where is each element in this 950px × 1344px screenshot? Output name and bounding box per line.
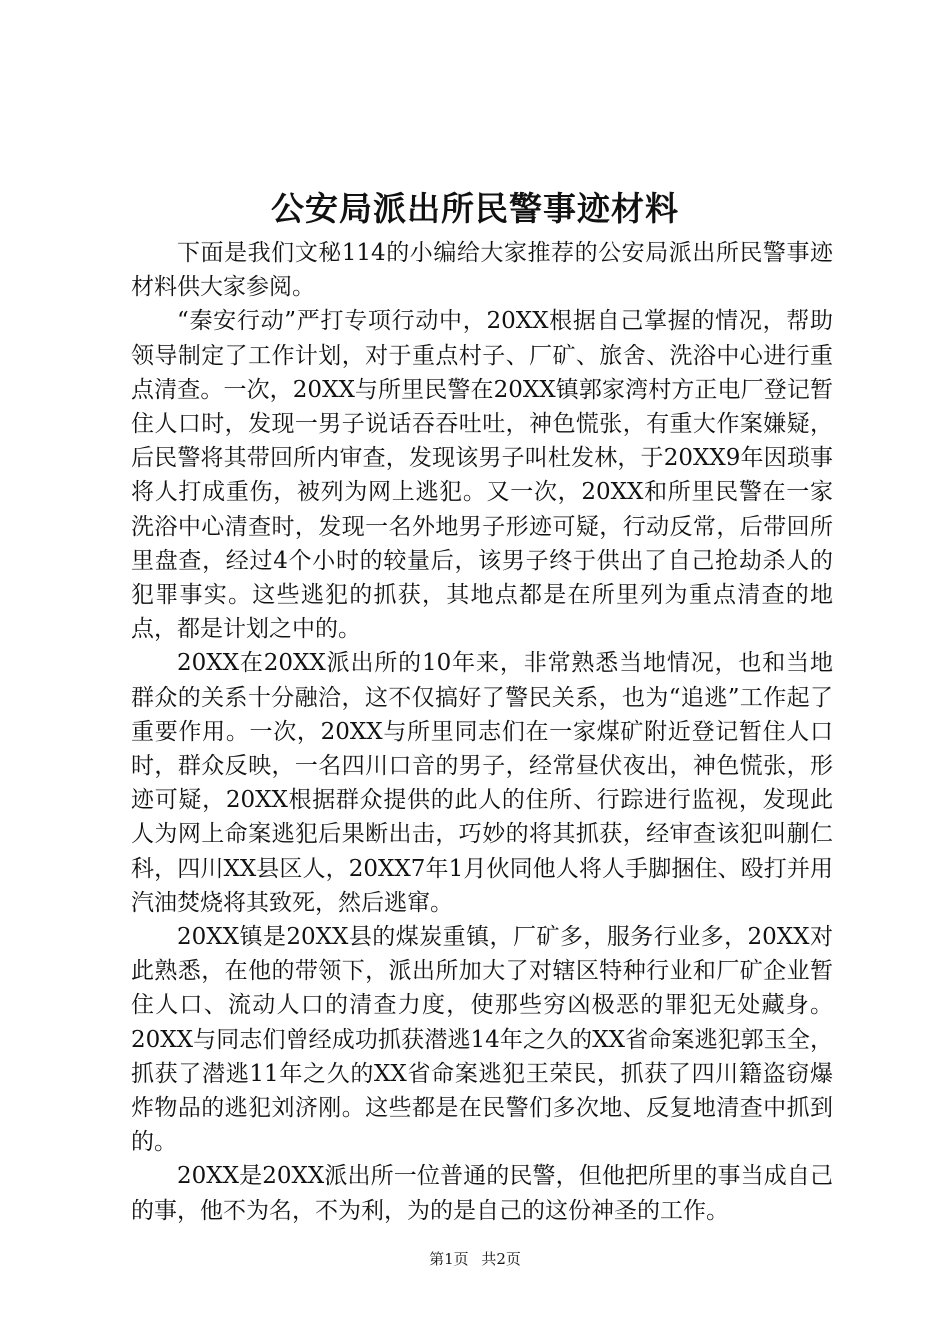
paragraph-coal-town: 20XX镇是20XX县的煤炭重镇，厂矿多，服务行业多，20XX对此熟悉，在他的带领下，派出所加大了对辖区特种行业和厂矿企业暂住人口、流动人口的清查力度，使那些穷凶极恶的罪犯无处藏身。20XX与同志们曾经成功抓获潜逃14年之久的XX省命案逃犯郭玉全，抓获了潜逃11年之久的XX省命案逃犯王荣民，抓获了四川籍盗窃爆炸物品的逃犯刘济刚。这些都是在民警们多次地、反复地清查中抓到的。 [131,924,833,1156]
document-title: 公安局派出所民警事迹材料 [271,189,679,228]
page-footer [0,1249,950,1269]
document-body [131,236,833,1228]
paragraph-qinan-action: “秦安行动”严打专项行动中，20XX根据自己掌握的情况，帮助领导制定了工作计划，对于重点村子、厂矿、旅舍、洗浴中心进行重点清查。一次，20XX与所里民警在20XX镇郭家湾村方正电厂登记暂住人口时，发现一男子说话吞吞吐吐，神色慌张，有重大作案嫌疑，后民警将其带回所内审查，发现该男子叫杜发林，于20XX9年因琐事将人打成重伤，被列为网上逃犯。又一次，20XX和所里民警在一家洗浴中心清查时，发现一名外地男子形迹可疑，行动反常，后带回所里盘查，经过4个小时的较量后，该男子终于供出了自己抢劫杀人的犯罪事实。这些逃犯的抓获，其地点都是在所里列为重点清查的地点，都是计划之中的。 [131,308,833,643]
page-number: 第1页 [429,1250,469,1268]
paragraph-intro: 下面是我们文秘114的小编给大家推荐的公安局派出所民警事迹材料供大家参阅。 [131,240,833,301]
paragraph-local-knowledge: 20XX在20XX派出所的10年来，非常熟悉当地情况，也和当地群众的关系十分融洽，这不仅搞好了警民关系，也为“追逃”工作起了重要作用。一次，20XX与所里同志们在一家煤矿附近登记暂住人口时，群众反映，一名四川口音的男子，经常昼伏夜出，神色慌张，形迹可疑，20XX根据群众提供的此人的住所、行踪进行监视，发现此人为网上命案逃犯后果断出击，巧妙的将其抓获，经审查该犯叫蒯仁科，四川XX县区人，20XX7年1月伙同他人将人手脚捆住、殴打并用汽油焚烧将其致死，然后逃窜。 [131,650,833,916]
paragraph-ordinary-officer: 20XX是20XX派出所一位普通的民警，但他把所里的事当成自己的事，他不为名，不为利，为的是自己的这份神圣的工作。 [131,1163,833,1224]
page-total: 共2页 [481,1250,521,1268]
